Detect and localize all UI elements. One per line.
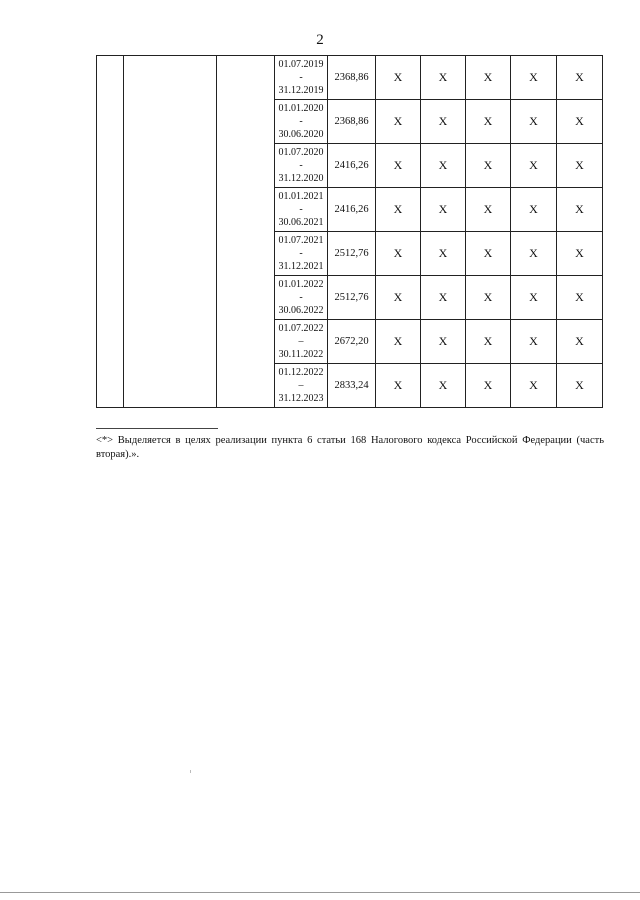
period-to: 30.06.2022 xyxy=(278,305,324,316)
empty-cell xyxy=(97,56,124,408)
mark-cell: X xyxy=(466,320,511,364)
page-bottom-edge xyxy=(0,892,640,893)
mark-cell: X xyxy=(376,320,421,364)
period-to: 31.12.2020 xyxy=(278,173,324,184)
mark-cell: X xyxy=(557,56,603,100)
period-separator: - xyxy=(299,292,303,303)
mark-cell: X xyxy=(421,144,466,188)
period-separator: - xyxy=(299,72,303,83)
mark-cell: X xyxy=(421,320,466,364)
mark-cell: X xyxy=(376,276,421,320)
mark-cell: X xyxy=(376,232,421,276)
mark-cell: X xyxy=(511,144,557,188)
mark-cell: X xyxy=(466,276,511,320)
page-number: 2 xyxy=(316,32,324,48)
mark-cell: X xyxy=(376,144,421,188)
mark-cell: X xyxy=(466,364,511,408)
period-from: 01.07.2021 xyxy=(278,235,324,246)
period-to: 31.12.2019 xyxy=(278,85,324,96)
mark-cell: X xyxy=(421,100,466,144)
period-from: 01.01.2022 xyxy=(278,279,324,290)
period-from: 01.07.2022 xyxy=(278,323,324,334)
empty-cell xyxy=(124,56,217,408)
mark-cell: X xyxy=(421,276,466,320)
tariff-value: 2672,20 xyxy=(328,320,376,364)
mark-cell: X xyxy=(557,364,603,408)
tariff-value: 2416,26 xyxy=(328,188,376,232)
mark-cell: X xyxy=(557,100,603,144)
mark-cell: X xyxy=(421,364,466,408)
mark-cell: X xyxy=(421,232,466,276)
mark-cell: X xyxy=(466,56,511,100)
mark-cell: X xyxy=(557,276,603,320)
period-from: 01.01.2021 xyxy=(278,191,324,202)
period-to: 31.12.2021 xyxy=(278,261,324,272)
mark-cell: X xyxy=(376,188,421,232)
footnote-divider xyxy=(96,428,218,429)
tariff-value: 2512,76 xyxy=(328,276,376,320)
period-from: 01.12.2022 xyxy=(278,367,324,378)
period-to: 30.06.2020 xyxy=(278,129,324,140)
period-cell xyxy=(275,144,328,188)
mark-cell: X xyxy=(511,276,557,320)
period-cell xyxy=(275,232,328,276)
mark-cell: X xyxy=(466,232,511,276)
tariff-value: 2368,86 xyxy=(328,56,376,100)
mark-cell: X xyxy=(511,320,557,364)
scan-speck xyxy=(190,770,191,773)
period-separator: - xyxy=(299,204,303,215)
tariff-value: 2512,76 xyxy=(328,232,376,276)
period-cell xyxy=(275,56,328,100)
mark-cell: X xyxy=(466,100,511,144)
period-separator: - xyxy=(299,160,303,171)
tariff-value: 2368,86 xyxy=(328,100,376,144)
mark-cell: X xyxy=(511,100,557,144)
mark-cell: X xyxy=(376,56,421,100)
mark-cell: X xyxy=(557,232,603,276)
period-separator: – xyxy=(298,336,304,347)
tariff-value: 2416,26 xyxy=(328,144,376,188)
period-cell xyxy=(275,188,328,232)
period-cell xyxy=(275,276,328,320)
footnote-text: <*> Выделяется в целях реализации пункта 6 статьи 168 Налогового кодекса Российской Федерации (часть вторая).». xyxy=(96,435,604,460)
mark-cell: X xyxy=(511,188,557,232)
period-from: 01.01.2020 xyxy=(278,103,324,114)
mark-cell: X xyxy=(376,100,421,144)
mark-cell: X xyxy=(557,188,603,232)
period-to: 30.06.2021 xyxy=(278,217,324,228)
table-row xyxy=(97,56,603,100)
period-separator: - xyxy=(299,116,303,127)
tariff-table xyxy=(96,55,603,408)
mark-cell: X xyxy=(511,56,557,100)
mark-cell: X xyxy=(466,144,511,188)
mark-cell: X xyxy=(511,232,557,276)
period-from: 01.07.2019 xyxy=(278,59,324,70)
period-cell xyxy=(275,320,328,364)
table-body xyxy=(97,56,603,408)
period-cell xyxy=(275,100,328,144)
period-cell xyxy=(275,364,328,408)
period-to: 31.12.2023 xyxy=(278,393,324,404)
empty-cell xyxy=(217,56,275,408)
mark-cell: X xyxy=(466,188,511,232)
tariff-value: 2833,24 xyxy=(328,364,376,408)
mark-cell: X xyxy=(511,364,557,408)
period-separator: – xyxy=(298,380,304,391)
mark-cell: X xyxy=(557,320,603,364)
mark-cell: X xyxy=(421,56,466,100)
period-from: 01.07.2020 xyxy=(278,147,324,158)
mark-cell: X xyxy=(557,144,603,188)
period-to: 30.11.2022 xyxy=(278,349,324,360)
mark-cell: X xyxy=(376,364,421,408)
mark-cell: X xyxy=(421,188,466,232)
period-separator: - xyxy=(299,248,303,259)
